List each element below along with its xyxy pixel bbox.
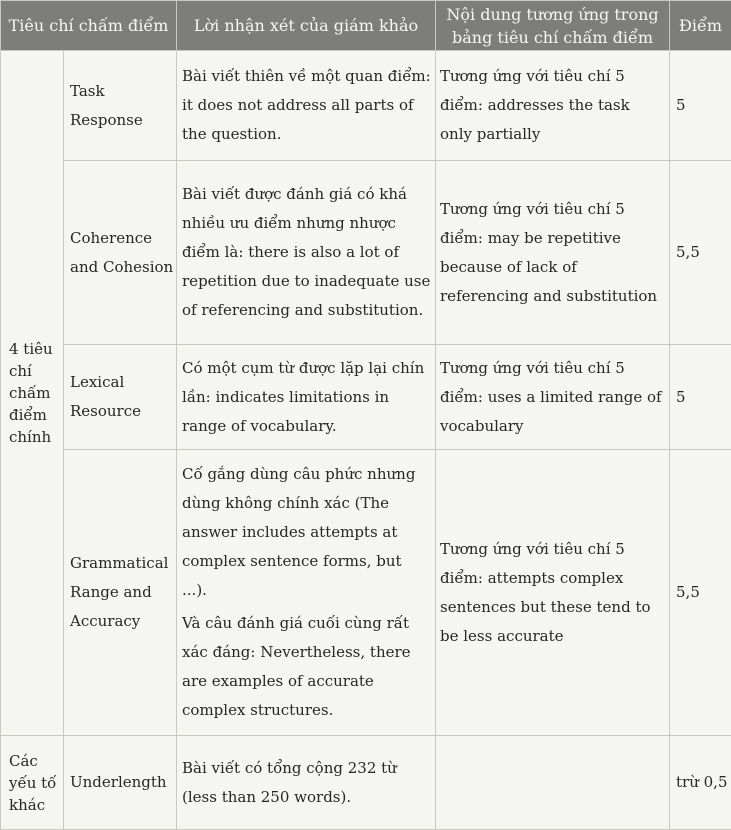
table-row bbox=[1, 450, 731, 736]
band-cell: Tương ứng với tiêu chí 5 điểm: may be repetitive because of lack of referencing and substitution bbox=[436, 161, 670, 345]
comment-cell: Bài viết được đánh giá có khá nhiều ưu điểm nhưng nhược điểm là: there is also a lot of repetition due to inadequate use of referencing and substitution. bbox=[177, 161, 436, 345]
comment-cell: Bài viết thiên về một quan điểm: it does not address all parts of the question. bbox=[177, 51, 436, 161]
table-header-row bbox=[1, 1, 731, 51]
score-cell: 5 bbox=[670, 51, 731, 161]
group-main-criteria: 4 tiêu chí chấm điểm chính bbox=[1, 51, 64, 736]
comment-cell: Cố gắng dùng câu phức nhưng dùng không chính xác (The answer includes attempts at complex sentence forms, but ...). Và câu đánh giá cuối cùng rất xác đáng: Nevertheless, there are examples of accurate complex structures. bbox=[177, 450, 436, 736]
band-cell: Tương ứng với tiêu chí 5 điểm: addresses the task only partially bbox=[436, 51, 670, 161]
criterion-cell: Underlength bbox=[64, 736, 177, 830]
criterion-cell: Lexical Resource bbox=[64, 345, 177, 450]
band-cell bbox=[436, 736, 670, 830]
table-row bbox=[1, 345, 731, 450]
score-cell: trừ 0,5 bbox=[670, 736, 731, 830]
score-cell: 5,5 bbox=[670, 161, 731, 345]
group-other-factors: Các yếu tố khác bbox=[1, 736, 64, 830]
band-cell: Tương ứng với tiêu chí 5 điểm: uses a limited range of vocabulary bbox=[436, 345, 670, 450]
criterion-cell: Grammatical Range and Accuracy bbox=[64, 450, 177, 736]
comment-cell: Bài viết có tổng cộng 232 từ (less than 250 words). bbox=[177, 736, 436, 830]
comment-cell: Có một cụm từ được lặp lại chín lần: indicates limitations in range of vocabulary. bbox=[177, 345, 436, 450]
band-cell: Tương ứng với tiêu chí 5 điểm: attempts complex sentences but these tend to be less accurate bbox=[436, 450, 670, 736]
header-examiner-comment: Lời nhận xét của giám khảo bbox=[177, 1, 436, 51]
score-cell: 5 bbox=[670, 345, 731, 450]
table-row bbox=[1, 736, 731, 830]
table-row bbox=[1, 161, 731, 345]
header-criteria: Tiêu chí chấm điểm bbox=[1, 1, 177, 51]
criterion-cell: Coherence and Cohesion bbox=[64, 161, 177, 345]
table-row bbox=[1, 51, 731, 161]
header-band-descriptor: Nội dung tương ứng trong bảng tiêu chí chấm điểm bbox=[436, 1, 670, 51]
header-score: Điểm bbox=[670, 1, 731, 51]
score-cell: 5,5 bbox=[670, 450, 731, 736]
criterion-cell: Task Response bbox=[64, 51, 177, 161]
